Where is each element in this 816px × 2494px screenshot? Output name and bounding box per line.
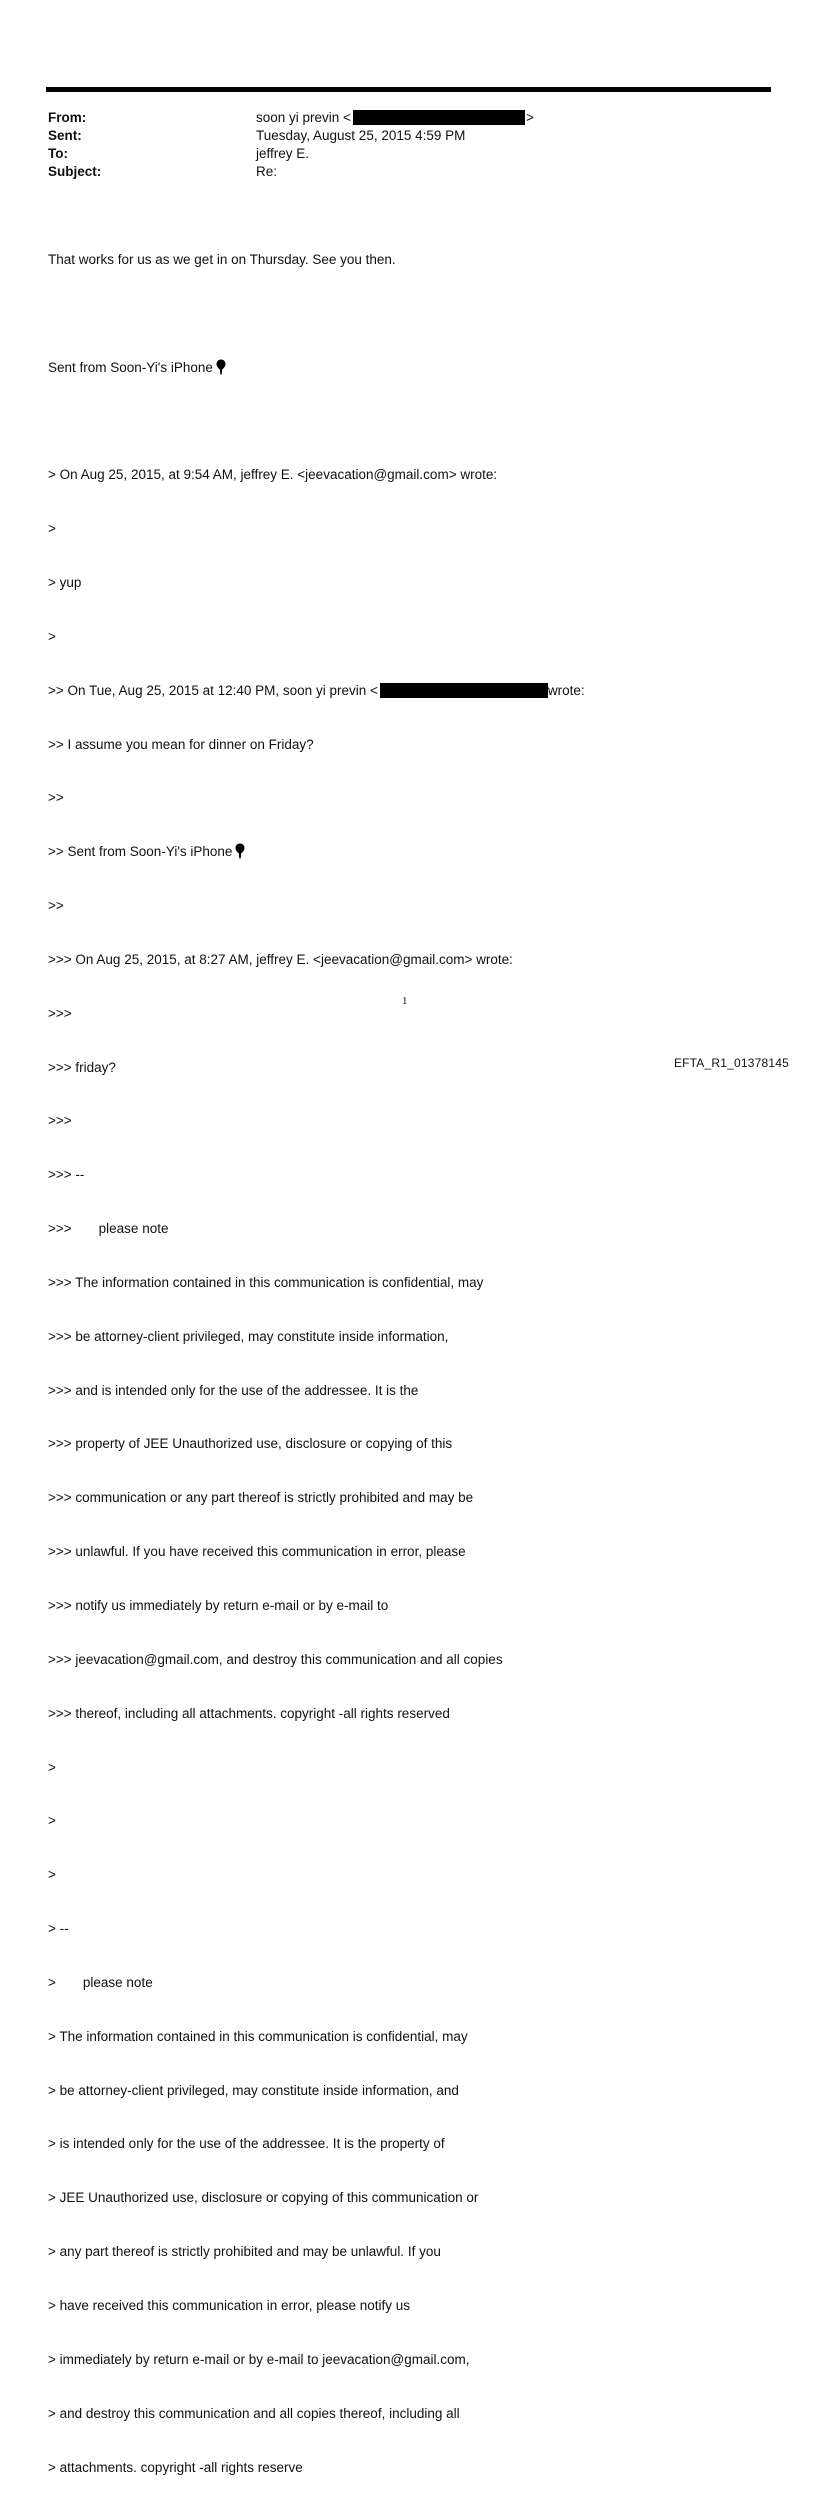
quote-text: >> On Tue, Aug 25, 2015 at 12:40 PM, soon yi previn < (48, 682, 378, 698)
quote-line: > -- (48, 1921, 69, 1937)
quote-line: >>> On Aug 25, 2015, at 8:27 AM, jeffrey E. <jeevacation@gmail.com> wrote: (48, 951, 513, 967)
quote-line: > (48, 521, 56, 537)
quote-line: >> (48, 898, 64, 914)
quote-line: > be attorney-client privileged, may constitute inside information, and (48, 2082, 459, 2098)
quote-line (48, 843, 788, 861)
redaction-block (380, 683, 548, 698)
quote-line: > yup (48, 574, 82, 590)
from-row (48, 109, 648, 127)
blank-line (48, 305, 788, 323)
quote-line: >>> -- (48, 1167, 85, 1183)
quote-text: > (48, 1974, 56, 1990)
from-value (256, 109, 534, 127)
to-row (48, 145, 648, 163)
quote-text: wrote: (547, 682, 585, 698)
quote-line: > JEE Unauthorized use, disclosure or copying of this communication or (48, 2190, 479, 2206)
quote-line: > (48, 628, 56, 644)
header-rule (46, 87, 771, 92)
signature-text: Sent from Soon-Yi's iPhone (48, 359, 213, 375)
quote-text: please note (98, 1221, 169, 1237)
quote-line: >>> jeevacation@gmail.com, and destroy this communication and all copies (48, 1651, 503, 1667)
page-number: 1 (402, 995, 408, 1007)
map-pin-icon (235, 843, 245, 859)
subject-row (48, 163, 648, 181)
quote-text: >>> (48, 1221, 72, 1237)
quote-line: >>> property of JEE Unauthorized use, disclosure or copying of this (48, 1436, 453, 1452)
quote-line (48, 1220, 788, 1238)
quote-text: please note (82, 1974, 153, 1990)
quote-line: > immediately by return e-mail or by e-mail to jeevacation@gmail.com, (48, 2351, 470, 2367)
quote-line: >>> and is intended only for the use of the addressee. It is the (48, 1382, 419, 1398)
map-pin-icon (216, 359, 226, 375)
email-header (48, 109, 648, 181)
quote-line (48, 1974, 788, 1992)
quote-line: > and destroy this communication and all copies thereof, including all (48, 2405, 460, 2421)
quote-line: >>> be attorney-client privileged, may constitute inside information, (48, 1328, 449, 1344)
quote-line: >>> notify us immediately by return e-mail or by e-mail to (48, 1598, 389, 1613)
sent-label: Sent: (48, 128, 82, 143)
from-label: From: (48, 110, 87, 125)
sent-row (48, 127, 648, 145)
quote-line: >>> (48, 1113, 72, 1129)
to-label: To: (48, 146, 68, 161)
quote-line: >>> unlawful. If you have received this communication in error, please (48, 1544, 466, 1560)
quote-line: >> I assume you mean for dinner on Friday? (48, 736, 314, 752)
subject-value: Re: (256, 164, 278, 179)
quote-line: >>> communication or any part thereof is strictly prohibited and may be (48, 1490, 474, 1506)
quote-line: > (48, 1759, 56, 1775)
redaction-block (353, 110, 525, 125)
quote-line: >>> (48, 1005, 72, 1021)
reply-text: That works for us as we get in on Thursday. See you then. (48, 251, 396, 267)
quote-signature-text: >> Sent from Soon-Yi's iPhone (48, 844, 233, 860)
quote-line: > On Aug 25, 2015, at 9:54 AM, jeffrey E. <jeevacation@gmail.com> wrote: (48, 467, 498, 483)
from-name: soon yi previn < (256, 110, 351, 125)
quote-line: >>> The information contained in this communication is confidential, may (48, 1274, 484, 1290)
quote-line: > (48, 1867, 56, 1883)
quote-line: > is intended only for the use of the addressee. It is the property of (48, 2136, 445, 2152)
to-value: jeffrey E. (256, 146, 310, 161)
quote-line: >> (48, 790, 64, 806)
signature-line (48, 359, 788, 377)
sent-value: Tuesday, August 25, 2015 4:59 PM (256, 128, 466, 143)
quote-line: > The information contained in this communication is confidential, may (48, 2028, 468, 2044)
quote-line (48, 682, 788, 700)
document-id: EFTA_R1_01378145 (673, 1056, 789, 1070)
blank-line (48, 412, 788, 430)
quote-line: > have received this communication in error, please notify us (48, 2297, 411, 2313)
email-body (48, 215, 788, 2494)
quote-line: >>> friday? (48, 1059, 116, 1075)
quote-line: > attachments. copyright -all rights reserve (48, 2459, 303, 2475)
from-tail: > (525, 110, 534, 125)
subject-label: Subject: (48, 164, 102, 179)
quote-line: > any part thereof is strictly prohibited and may be unlawful. If you (48, 2244, 441, 2260)
quote-line: > (48, 1813, 56, 1829)
quote-line: >>> thereof, including all attachments. copyright -all rights reserved (48, 1705, 450, 1721)
